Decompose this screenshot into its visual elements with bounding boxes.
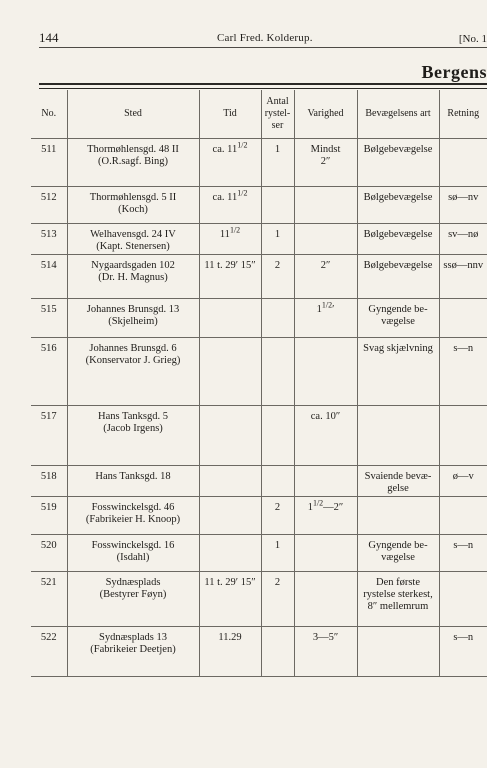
table-row — [31, 186, 487, 223]
row-time — [199, 337, 261, 405]
cell-text: gelse — [387, 482, 409, 494]
cell-text: (O.R.sagf. Bing) — [98, 155, 168, 167]
row-place — [67, 405, 199, 465]
cell-text: Mindst — [310, 143, 341, 155]
row-count — [261, 405, 294, 465]
cell-text: s—n — [453, 342, 474, 354]
row-place — [67, 571, 199, 626]
row-place — [67, 626, 199, 676]
row-direction — [439, 534, 487, 571]
cell-text: (Koch) — [118, 203, 148, 215]
row-count — [261, 465, 294, 496]
row-direction — [439, 626, 487, 676]
table-body — [31, 138, 487, 676]
column-header-sted: Sted — [67, 90, 199, 138]
cell-text: vægelse — [381, 315, 415, 327]
row-place — [67, 337, 199, 405]
cell-text: Bølgebevægelse — [363, 191, 433, 203]
cell-text: Thormøhlensgd. 5 II — [89, 191, 177, 203]
header-rule — [39, 47, 487, 48]
row-place — [67, 496, 199, 534]
cell-text: (Kapt. Stenersen) — [96, 240, 170, 252]
row-place — [67, 254, 199, 298]
row-place — [67, 298, 199, 337]
row-direction — [439, 496, 487, 534]
cell-text: Gyngende be- — [368, 539, 428, 551]
cell-text: s—n — [453, 539, 474, 551]
cell-text: 11 t. 29′ 15″ — [204, 259, 256, 271]
row-duration — [294, 298, 357, 337]
table-row — [31, 223, 487, 254]
cell-text: s—n — [453, 631, 474, 643]
row-time — [199, 138, 261, 186]
column-header-no: No. — [31, 90, 67, 138]
section-title: Bergens — [421, 62, 487, 82]
cell-text: 2 — [274, 501, 281, 513]
row-motion-type — [357, 571, 439, 626]
cell-text: (Konservator J. Grieg) — [85, 354, 181, 366]
cell-text: Fosswinckelsgd. 16 — [91, 539, 175, 551]
row-motion-type — [357, 254, 439, 298]
cell-text: Hans Tanksgd. 18 — [95, 470, 171, 482]
row-time — [199, 186, 261, 223]
row-direction — [439, 571, 487, 626]
cell-text: Bølgebevægelse — [363, 228, 433, 240]
cell-text: $1^{1/2}—2''$ — [307, 498, 344, 513]
cell-text: 1 — [274, 228, 281, 240]
cell-text: (Jacob Irgens) — [103, 422, 163, 434]
row-number — [31, 337, 67, 405]
cell-text: 2 — [274, 259, 281, 271]
table-row — [31, 465, 487, 496]
table-header-row — [31, 90, 487, 138]
table-row — [31, 337, 487, 405]
cell-text: Svag skjælvning — [363, 342, 433, 354]
row-number — [31, 626, 67, 676]
table-row — [31, 405, 487, 465]
cell-text: 514 — [40, 259, 57, 271]
cell-text: Gyngende be- — [368, 303, 428, 315]
row-duration — [294, 405, 357, 465]
row-motion-type — [357, 534, 439, 571]
row-motion-type — [357, 626, 439, 676]
row-time — [199, 298, 261, 337]
column-header-tid: Tid — [199, 90, 261, 138]
cell-text: Thormøhlensgd. 48 II — [87, 143, 179, 155]
cell-text: $11^{1/2}$ — [219, 225, 241, 240]
row-time — [199, 534, 261, 571]
cell-text: 515 — [40, 303, 57, 315]
row-count — [261, 626, 294, 676]
cell-text: Bølgebevægelse — [363, 259, 433, 271]
column-header-bevaegelse: Bevægelsens art — [357, 90, 439, 138]
row-time — [199, 571, 261, 626]
row-duration — [294, 186, 357, 223]
column-header-antal: Antal rystel-ser — [261, 90, 294, 138]
cell-text: 521 — [40, 576, 57, 588]
cell-text: ca. $11^{1/2}$ — [212, 188, 248, 203]
cell-text: Hans Tanksgd. 5 — [98, 410, 168, 422]
cell-text: Svaiende bevæ- — [364, 470, 432, 482]
row-motion-type — [357, 298, 439, 337]
row-duration — [294, 626, 357, 676]
table-row — [31, 496, 487, 534]
row-motion-type — [357, 496, 439, 534]
row-duration — [294, 571, 357, 626]
cell-text: Johannes Brunsgd. 6 — [89, 342, 177, 354]
cell-text: 519 — [40, 501, 57, 513]
cell-text: 11 t. 29′ 15″ — [204, 576, 256, 588]
table-row — [31, 534, 487, 571]
cell-text: (Dr. H. Magnus) — [98, 271, 168, 283]
column-header-retning: Retning — [439, 90, 487, 138]
row-duration — [294, 223, 357, 254]
cell-text: sø—nv — [448, 191, 479, 203]
cell-text: 517 — [40, 410, 57, 422]
row-direction — [439, 223, 487, 254]
row-duration — [294, 496, 357, 534]
cell-text: 2″ — [320, 155, 331, 167]
row-direction — [439, 465, 487, 496]
row-motion-type — [357, 138, 439, 186]
row-number — [31, 298, 67, 337]
cell-text: ca. 10″ — [310, 410, 341, 422]
cell-text: Den første — [375, 576, 421, 588]
cell-text: 522 — [40, 631, 57, 643]
row-time — [199, 254, 261, 298]
cell-text: (Fabrikeier H. Knoop) — [85, 513, 181, 525]
row-number — [31, 186, 67, 223]
row-place — [67, 534, 199, 571]
cell-text: rystelse sterkest, — [363, 588, 433, 600]
cell-text: 518 — [40, 470, 57, 482]
cell-text: Sydnæsplads — [105, 576, 161, 588]
issue-reference: [No. 1 — [458, 33, 487, 45]
row-duration — [294, 254, 357, 298]
column-header-varighed: Varighed — [294, 90, 357, 138]
cell-text: ssø—nnv — [443, 259, 484, 271]
row-time — [199, 626, 261, 676]
page-number: 144 — [39, 30, 59, 45]
row-number — [31, 223, 67, 254]
cell-text: 516 — [40, 342, 57, 354]
cell-text: Fosswinckelsgd. 46 — [91, 501, 175, 513]
cell-text: 11.29 — [218, 631, 242, 643]
title-rule-thick — [39, 83, 487, 85]
row-count — [261, 138, 294, 186]
row-direction — [439, 138, 487, 186]
row-motion-type — [357, 465, 439, 496]
cell-text: 512 — [40, 191, 57, 203]
cell-text: 1 — [274, 143, 281, 155]
cell-text: (Isdahl) — [116, 551, 150, 563]
row-number — [31, 405, 67, 465]
cell-text: 1 — [274, 539, 281, 551]
page-header — [39, 30, 487, 46]
row-place — [67, 138, 199, 186]
row-number — [31, 571, 67, 626]
cell-text: sv—nø — [448, 228, 479, 240]
cell-text: 8″ mellemrum — [367, 600, 429, 612]
cell-text: 2 — [274, 576, 281, 588]
row-place — [67, 465, 199, 496]
row-direction — [439, 405, 487, 465]
cell-text: ø—v — [452, 470, 474, 482]
cell-text: $1^{1/2}'$ — [316, 300, 335, 315]
table-row — [31, 626, 487, 676]
cell-text: ca. $11^{1/2}$ — [212, 140, 248, 155]
cell-text: 513 — [40, 228, 57, 240]
row-duration — [294, 534, 357, 571]
cell-text: 2″ — [320, 259, 331, 271]
row-count — [261, 496, 294, 534]
row-duration — [294, 465, 357, 496]
row-number — [31, 496, 67, 534]
title-rule-thin — [39, 88, 487, 89]
cell-text: 520 — [40, 539, 57, 551]
cell-text: (Skjelheim) — [108, 315, 158, 327]
cell-text: 3—5″ — [312, 631, 339, 643]
row-direction — [439, 186, 487, 223]
cell-text: Johannes Brunsgd. 13 — [86, 303, 180, 315]
row-place — [67, 223, 199, 254]
row-duration — [294, 138, 357, 186]
table-row — [31, 138, 487, 186]
row-count — [261, 571, 294, 626]
cell-text: (Fabrikeier Deetjen) — [90, 643, 176, 655]
row-count — [261, 337, 294, 405]
row-time — [199, 405, 261, 465]
cell-text: vægelse — [381, 551, 415, 563]
row-motion-type — [357, 337, 439, 405]
row-place — [67, 186, 199, 223]
row-count — [261, 186, 294, 223]
row-number — [31, 254, 67, 298]
row-direction — [439, 298, 487, 337]
cell-text: Sydnæsplads 13 — [99, 631, 167, 643]
row-time — [199, 465, 261, 496]
row-direction — [439, 254, 487, 298]
row-motion-type — [357, 223, 439, 254]
row-motion-type — [357, 405, 439, 465]
cell-text: (Bestyrer Føyn) — [99, 588, 167, 600]
cell-text: 511 — [41, 143, 57, 155]
table-row — [31, 254, 487, 298]
row-time — [199, 223, 261, 254]
row-duration — [294, 337, 357, 405]
earthquake-records-table — [31, 90, 487, 677]
row-number — [31, 465, 67, 496]
running-title: Carl Fred. Kolderup. — [217, 32, 313, 44]
cell-text: Welhavensgd. 24 IV — [90, 228, 176, 240]
table-row — [31, 298, 487, 337]
cell-text: Nygaardsgaden 102 — [91, 259, 175, 271]
table-row — [31, 571, 487, 626]
row-direction — [439, 337, 487, 405]
row-motion-type — [357, 186, 439, 223]
row-number — [31, 534, 67, 571]
row-count — [261, 298, 294, 337]
row-count — [261, 223, 294, 254]
row-number — [31, 138, 67, 186]
cell-text: Bølgebevægelse — [363, 143, 433, 155]
row-count — [261, 254, 294, 298]
row-time — [199, 496, 261, 534]
row-count — [261, 534, 294, 571]
